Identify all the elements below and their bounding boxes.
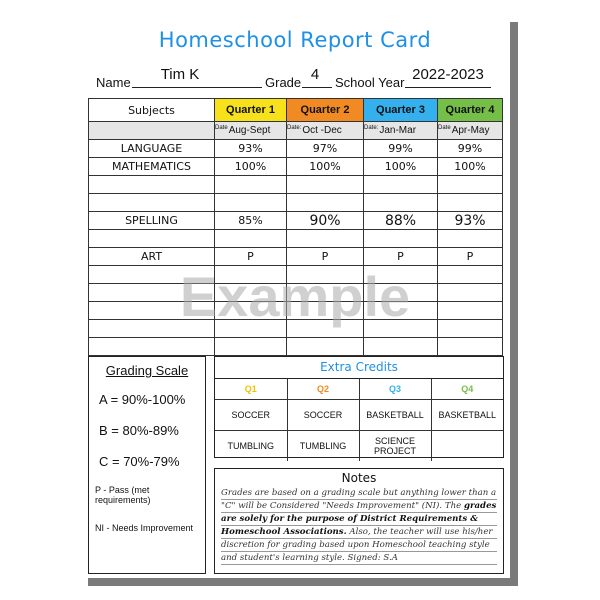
quarter-3-date[interactable]: [364, 122, 438, 140]
grade-cell[interactable]: 97%: [287, 140, 364, 158]
school-year-value[interactable]: 2022-2023: [412, 66, 484, 83]
subject-cell[interactable]: [89, 176, 215, 194]
subject-cell[interactable]: MATHEMATICS: [89, 158, 215, 176]
extra-credit-cell[interactable]: SCIENCE PROJECT: [359, 431, 431, 462]
extra-credits-quarter-row: [215, 379, 503, 400]
grade-cell[interactable]: [287, 338, 364, 356]
subject-cell[interactable]: [89, 230, 215, 248]
date-label: Date:: [287, 125, 302, 131]
date-value: Oct -Dec: [302, 125, 342, 136]
grade-cell[interactable]: [287, 230, 364, 248]
grade-cell[interactable]: 85%: [215, 212, 287, 230]
grade-cell[interactable]: [438, 176, 503, 194]
name-label: Name: [96, 75, 131, 90]
extra-credit-cell[interactable]: SOCCER: [287, 400, 359, 431]
grade-row: [89, 158, 503, 176]
grade-cell[interactable]: [438, 338, 503, 356]
report-card-sheet: [80, 14, 510, 578]
grade-cell[interactable]: 90%: [287, 212, 364, 230]
subjects-header: Subjects: [89, 99, 215, 122]
grade-cell[interactable]: 100%: [364, 158, 438, 176]
grade-cell[interactable]: [438, 230, 503, 248]
grade-cell[interactable]: 99%: [438, 140, 503, 158]
report-card-title: Homeschool Report Card: [158, 28, 432, 52]
notes-text[interactable]: [215, 485, 503, 565]
grade-underline: [302, 87, 332, 88]
quarter-3-header: Quarter 3: [364, 99, 438, 122]
grade-cell[interactable]: [438, 194, 503, 212]
quarter-2-header: Quarter 2: [287, 99, 364, 122]
extra-credits-title: Extra Credits: [215, 357, 503, 379]
grading-scale-title: Grading Scale: [105, 363, 189, 378]
grade-cell[interactable]: 93%: [438, 212, 503, 230]
grade-cell[interactable]: P: [287, 248, 364, 266]
subject-cell[interactable]: SPELLING: [89, 212, 215, 230]
extra-credit-cell[interactable]: TUMBLING: [287, 431, 359, 462]
grade-cell[interactable]: [215, 194, 287, 212]
extra-credits-table: [215, 379, 503, 461]
grade-cell[interactable]: [215, 338, 287, 356]
grade-cell[interactable]: 88%: [364, 212, 438, 230]
extra-credit-q3: Q3: [359, 379, 431, 400]
subject-cell[interactable]: ART: [89, 248, 215, 266]
grade-cell[interactable]: [215, 176, 287, 194]
grade-cell[interactable]: 100%: [287, 158, 364, 176]
subject-cell[interactable]: LANGUAGE: [89, 140, 215, 158]
quarter-1-date[interactable]: [215, 122, 287, 140]
notes-text-emphasis: grades are solely for the purpose of District Requirements & Homeschool Associations.: [221, 501, 497, 537]
name-underline: [132, 87, 262, 88]
date-value: Aug-Sept: [228, 125, 271, 136]
scale-c: C = 70%-79%: [99, 454, 180, 469]
grade-cell[interactable]: [287, 194, 364, 212]
extra-credits-box: [214, 356, 504, 458]
quarter-2-date[interactable]: [287, 122, 364, 140]
quarter-header-row: [89, 99, 503, 122]
scale-pass: P - Pass (met requirements): [95, 485, 151, 505]
date-row-blank: [89, 122, 215, 140]
grade-cell[interactable]: 99%: [364, 140, 438, 158]
extra-credit-cell[interactable]: BASKETBALL: [431, 400, 503, 431]
extra-credit-q1: Q1: [215, 379, 287, 400]
extra-credit-cell[interactable]: BASKETBALL: [359, 400, 431, 431]
grade-cell[interactable]: [364, 194, 438, 212]
grade-row: [89, 194, 503, 212]
grade-cell[interactable]: [215, 230, 287, 248]
school-year-label: School Year: [335, 75, 405, 90]
extra-credit-cell[interactable]: [431, 431, 503, 462]
extra-credit-q4: Q4: [431, 379, 503, 400]
grade-cell[interactable]: [364, 338, 438, 356]
quarter-1-header: Quarter 1: [215, 99, 287, 122]
scale-needs-improvement: NI - Needs Improvement: [95, 523, 194, 533]
grade-cell[interactable]: P: [438, 248, 503, 266]
quarter-4-date[interactable]: [438, 122, 503, 140]
subject-cell[interactable]: [89, 338, 215, 356]
quarter-4-header: Quarter 4: [438, 99, 503, 122]
extra-credits-row-2: [215, 431, 503, 462]
date-value: Jan-Mar: [379, 125, 417, 136]
grade-cell[interactable]: [287, 176, 364, 194]
grade-cell[interactable]: [364, 230, 438, 248]
grade-cell[interactable]: 100%: [215, 158, 287, 176]
grade-row: [89, 212, 503, 230]
date-label: Date:: [364, 125, 379, 131]
date-value: Apr-May: [451, 125, 490, 136]
grade-cell[interactable]: 100%: [438, 158, 503, 176]
grading-scale-box: [88, 356, 206, 574]
grade-label: Grade: [265, 75, 302, 90]
grade-cell[interactable]: [364, 176, 438, 194]
grade-row: [89, 176, 503, 194]
grade-row: [89, 140, 503, 158]
grade-row: [89, 338, 503, 356]
notes-box: [214, 468, 504, 574]
date-label: Date: [438, 125, 451, 131]
notes-text-part-1: Grades are based on a grading scale but anything lower than a "C" will be Considered "Needs Improvement" (NI). The: [221, 488, 497, 511]
extra-credit-cell[interactable]: SOCCER: [215, 400, 287, 431]
notes-title: Notes: [341, 471, 377, 485]
example-watermark: Example: [179, 265, 411, 328]
grade-cell[interactable]: P: [364, 248, 438, 266]
notes-text-part-3: Also, the teacher will use his/her discretion for grading based upon Homeschool teaching style and student's learning style. Signed: S.A: [221, 527, 493, 563]
scale-a: A = 90%-100%: [99, 392, 186, 407]
date-row: [89, 122, 503, 140]
grade-value[interactable]: 4: [310, 66, 320, 83]
scale-b: B = 80%-89%: [99, 423, 179, 438]
grade-row: [89, 230, 503, 248]
extra-credits-row-1: [215, 400, 503, 431]
name-value[interactable]: Tim K: [160, 66, 200, 83]
grade-cell[interactable]: P: [215, 248, 287, 266]
extra-credit-cell[interactable]: TUMBLING: [215, 431, 287, 462]
grade-cell[interactable]: 93%: [215, 140, 287, 158]
school-year-underline: [405, 87, 491, 88]
subject-cell[interactable]: [89, 194, 215, 212]
date-label: Date: [215, 125, 228, 131]
extra-credit-q2: Q2: [287, 379, 359, 400]
grade-row: [89, 248, 503, 266]
